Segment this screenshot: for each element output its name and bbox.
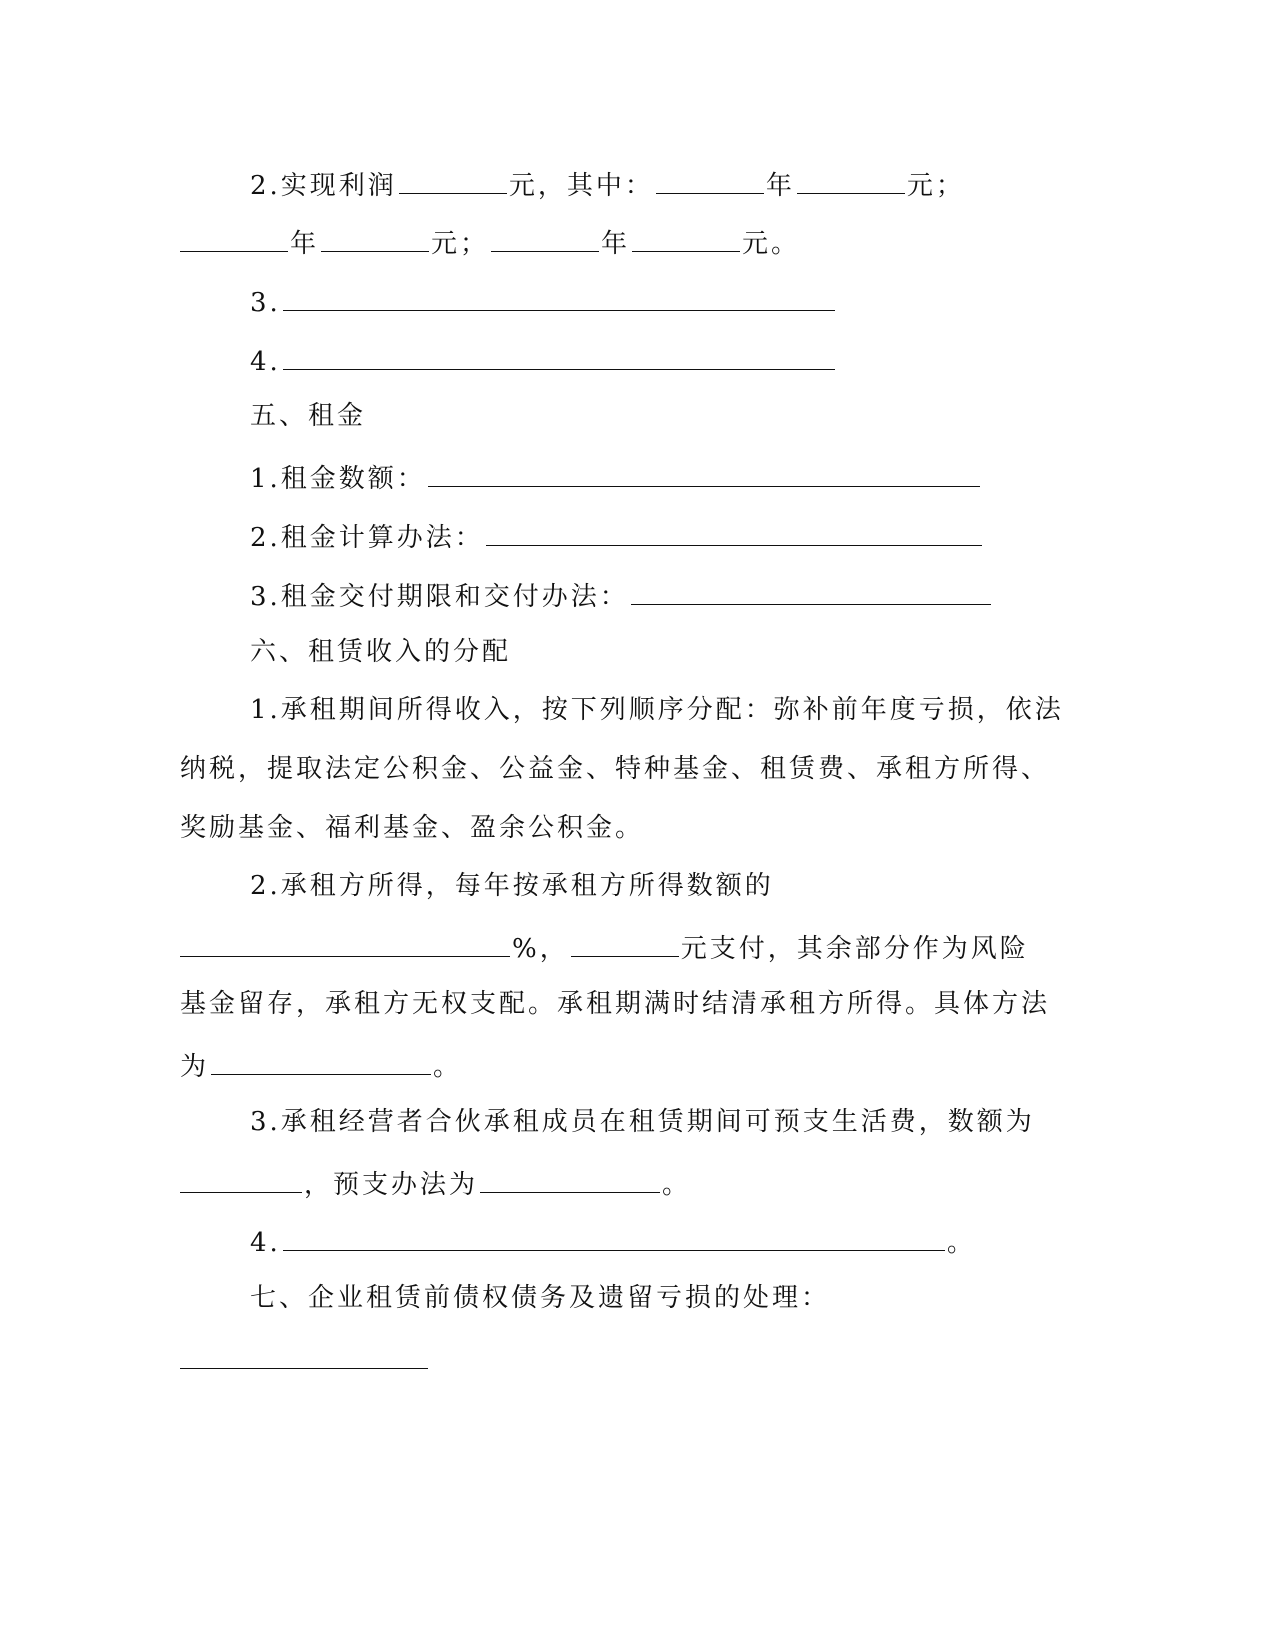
- blank-field[interactable]: [428, 456, 980, 487]
- blank-field[interactable]: [480, 1162, 660, 1193]
- paragraph-text: 。: [662, 1170, 692, 1200]
- item-number: 4.: [250, 1228, 281, 1258]
- profit-line: [250, 163, 965, 201]
- paragraph-text: 。: [433, 1052, 463, 1082]
- blank-field[interactable]: [486, 515, 982, 546]
- blank-field[interactable]: [283, 339, 835, 370]
- blank-field[interactable]: [180, 926, 510, 957]
- advance-line: [180, 1162, 691, 1200]
- paragraph-text: 元支付，其余部分作为风险: [680, 934, 1029, 964]
- item-number: 4.: [250, 347, 281, 377]
- paragraph-line: 基金留存，承租方无权支配。承租期满时结清承租方所得。具体方法: [180, 989, 1051, 1019]
- paragraph-text: 。: [946, 1228, 976, 1258]
- paragraph-line: 奖励基金、福利基金、盈余公积金。: [180, 813, 645, 843]
- yuan-label: 元；: [431, 229, 490, 259]
- rent-payment-label: 3.租金交付期限和交付办法：: [250, 582, 629, 612]
- rent-amount-line: [250, 456, 982, 494]
- item-4-line: [250, 339, 837, 377]
- section-heading-rent: 五、租金: [250, 401, 367, 431]
- share-percent-line: [180, 926, 1029, 964]
- profit-line-cont: [180, 221, 800, 259]
- yuan-label: 元。: [742, 229, 801, 259]
- blank-field[interactable]: [321, 221, 429, 252]
- year-label: 年: [290, 229, 320, 259]
- percent-label: %，: [512, 934, 569, 964]
- blank-field[interactable]: [632, 221, 740, 252]
- blank-field[interactable]: [631, 574, 991, 605]
- rent-calc-label: 2.租金计算办法：: [250, 523, 484, 553]
- paragraph-line: 纳税，提取法定公积金、公益金、特种基金、租赁费、承租方所得、: [180, 754, 1051, 784]
- blank-field[interactable]: [180, 221, 288, 252]
- rent-amount-label: 1.租金数额：: [250, 464, 426, 494]
- method-line: [180, 1044, 462, 1082]
- blank-field[interactable]: [211, 1044, 431, 1075]
- year-label: 年: [601, 229, 631, 259]
- paragraph-text: 为: [180, 1052, 210, 1082]
- item-3-line: [250, 280, 837, 318]
- debts-blank-line: [180, 1338, 430, 1376]
- section-heading-debts: 七、企业租赁前债权债务及遗留亏损的处理：: [250, 1283, 831, 1313]
- item-4-line: [250, 1220, 976, 1258]
- blank-field[interactable]: [656, 163, 764, 194]
- profit-text: 元，其中：: [508, 171, 654, 201]
- paragraph-line: 3.承租经营者合伙承租成员在租赁期间可预支生活费，数额为: [250, 1107, 1035, 1137]
- item-number: 3.: [250, 288, 281, 318]
- blank-field[interactable]: [491, 221, 599, 252]
- blank-field[interactable]: [283, 1220, 945, 1251]
- paragraph-text: ，预支办法为: [304, 1170, 479, 1200]
- blank-field[interactable]: [180, 1162, 302, 1193]
- blank-field[interactable]: [283, 280, 835, 311]
- rent-calc-line: [250, 515, 984, 553]
- blank-field[interactable]: [180, 1338, 428, 1369]
- yuan-label: 元；: [906, 171, 965, 201]
- blank-field[interactable]: [571, 926, 679, 957]
- blank-field[interactable]: [797, 163, 905, 194]
- blank-field[interactable]: [399, 163, 507, 194]
- profit-label: 2.实现利润: [250, 171, 397, 201]
- paragraph-line: 1.承租期间所得收入，按下列顺序分配：弥补前年度亏损，依法: [250, 695, 1064, 725]
- rent-payment-line: [250, 574, 993, 612]
- year-label: 年: [765, 171, 795, 201]
- section-heading-income: 六、租赁收入的分配: [250, 637, 512, 667]
- paragraph-line: 2.承租方所得，每年按承租方所得数额的: [250, 871, 774, 901]
